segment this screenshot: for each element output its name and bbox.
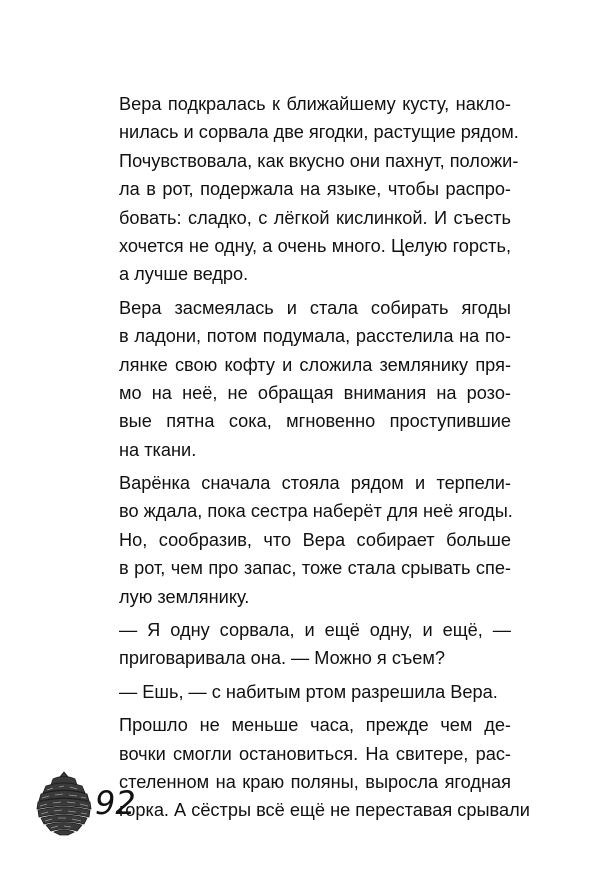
text-line: лую землянику.	[119, 586, 250, 607]
text-line: Варёнка сначала стояла рядом и терпели-	[119, 473, 511, 494]
text-line: Почувствовала, как вкусно они пахнут, положи-	[119, 150, 519, 171]
paragraph	[119, 90, 519, 289]
text-line: стеленном на краю поляны, выросла ягодная	[119, 771, 511, 792]
text-line: нилась и сорвала две ягодки, растущие рядом.	[119, 122, 519, 143]
page-footer	[33, 770, 153, 840]
text-line: Но, сообразив, что Вера собирает больше	[119, 529, 511, 550]
paragraph	[119, 711, 530, 825]
text-line: вые пятна сока, мгновенно проступившие	[119, 411, 511, 432]
text-line: в ладони, потом подумала, расстелила на по-	[119, 326, 511, 347]
text-line: хочется не одну, а очень много. Целую горсть,	[119, 235, 511, 256]
text-line: — Ешь, — с набитым ртом разрешила Вера.	[119, 681, 498, 702]
text-line: приговаривала она. — Можно я съем?	[119, 648, 446, 669]
text-line: лянке свою кофту и сложила землянику пря-	[119, 354, 511, 375]
pine-cone-icon	[33, 770, 95, 836]
paragraph	[119, 678, 511, 706]
text-line: Вера засмеялась и стала собирать ягоды	[119, 297, 511, 318]
paragraph	[119, 469, 511, 611]
text-line: бовать: сладко, с лёгкой кислинкой. И съесть	[119, 207, 511, 228]
text-line: Прошло не меньше часа, прежде чем де-	[119, 715, 511, 736]
text-line: ла в рот, подержала на языке, чтобы распро-	[119, 179, 511, 200]
text-line: мо на неё, не обращая внимания на розо-	[119, 382, 511, 403]
paragraph	[119, 294, 511, 464]
text-line: — Я одну сорвала, и ещё одну, и ещё, —	[119, 620, 511, 641]
paragraph	[119, 616, 511, 673]
text-line: в рот, чем про запас, тоже стала срывать спе-	[119, 558, 511, 579]
text-line: вочки смогли остановиться. На свитере, рас-	[119, 743, 511, 764]
text-line: горка. А сёстры всё ещё не переставая срывали	[119, 800, 530, 821]
page-text	[119, 90, 530, 825]
text-line: а лучше ведро.	[119, 264, 249, 285]
text-line: Вера подкралась к ближайшему кусту, накло-	[119, 94, 511, 114]
page-number: 92	[95, 784, 136, 822]
text-line: во ждала, пока сестра наберёт для неё ягоды.	[119, 501, 513, 522]
text-line: на ткани.	[119, 439, 197, 460]
